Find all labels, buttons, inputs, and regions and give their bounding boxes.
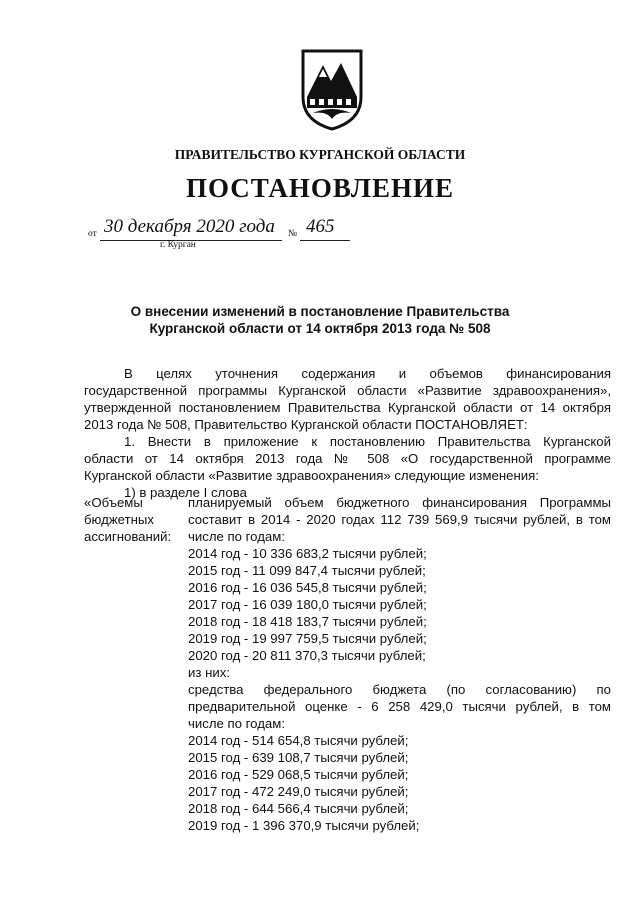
table-value-column: [188, 494, 611, 834]
document-type-title: ПОСТАНОВЛЕНИЕ: [185, 173, 455, 203]
year-federal-line: 2014 год - 514 654,8 тысячи рублей;: [188, 733, 409, 748]
text-line: утвержденной постановлением Правительства Курганской области от 14 октября: [84, 400, 611, 415]
document-heading: [120, 303, 520, 337]
text-line: числе по годам:: [188, 529, 285, 544]
date-prefix: от: [88, 229, 97, 239]
date-number-line: [0, 216, 640, 260]
place-label: г. Курган: [160, 240, 196, 250]
label-line: ассигнований:: [84, 529, 172, 544]
year-total-line: 2020 год - 20 811 370,3 тысячи рублей;: [188, 648, 426, 663]
label-line: бюджетных: [84, 512, 154, 527]
paragraph-preamble: [84, 365, 611, 433]
number-label: №: [288, 229, 298, 239]
year-federal-line: 2016 год - 529 068,5 тысячи рублей;: [188, 767, 409, 782]
year-total-line: 2015 год - 11 099 847,4 тысячи рублей;: [188, 563, 426, 578]
text-line: 2013 года № 508, Правительство Курганской области ПОСТАНОВЛЯЕТ:: [84, 417, 528, 432]
year-federal-line: 2019 год - 1 396 370,9 тысячи рублей;: [188, 818, 420, 833]
heading-line: Курганской области от 14 октября 2013 года № 508: [149, 321, 491, 336]
year-total-line: 2019 год - 19 997 759,5 тысячи рублей;: [188, 631, 427, 646]
number-underline: [300, 240, 350, 241]
text-line: В целях уточнения содержания и объемов финансирования: [124, 366, 611, 381]
text-line: области от 14 октября 2013 года № 508 «О государственной программе: [84, 451, 611, 466]
coat-of-arms-icon: [297, 47, 367, 131]
label-line: «Объемы: [84, 495, 143, 510]
text-line: средства федерального бюджета (по согласованию) по: [188, 682, 611, 697]
government-name: ПРАВИТЕЛЬСТВО КУРГАНСКОЙ ОБЛАСТИ: [174, 147, 466, 162]
year-total-line: 2018 год - 18 418 183,7 тысячи рублей;: [188, 614, 427, 629]
text-line: 1) в разделе I слова: [124, 485, 247, 500]
year-federal-line: 2015 год - 639 108,7 тысячи рублей;: [188, 750, 409, 765]
year-total-line: 2016 год - 16 036 545,8 тысячи рублей;: [188, 580, 427, 595]
year-total-line: 2014 год - 10 336 683,2 тысячи рублей;: [188, 546, 427, 561]
handwritten-date: 30 декабря 2020 года: [104, 216, 275, 237]
text-line: числе по годам:: [188, 716, 285, 731]
text-line: из них:: [188, 665, 230, 680]
text-line: государственной программы Курганской области «Развитие здравоохранения»,: [84, 383, 611, 398]
year-federal-line: 2018 год - 644 566,4 тысячи рублей;: [188, 801, 409, 816]
year-total-line: 2017 год - 16 039 180,0 тысячи рублей;: [188, 597, 427, 612]
text-line: предварительной оценке - 6 258 429,0 тысячи рублей, в том: [188, 699, 611, 714]
text-line: 1. Внести в приложение к постановлению Правительства Курганской: [124, 434, 611, 449]
year-federal-line: 2017 год - 472 249,0 тысячи рублей;: [188, 784, 409, 799]
text-line: составит в 2014 - 2020 годах 112 739 569,9 тысячи рублей, в том: [188, 512, 611, 527]
table-label-column: [84, 494, 184, 545]
text-line: Курганской области «Развитие здравоохранения» следующие изменения:: [84, 468, 539, 483]
text-line: планируемый объем бюджетного финансирования Программы: [188, 495, 611, 510]
handwritten-number: 465: [306, 216, 335, 237]
paragraph-clause-1: [84, 433, 611, 501]
heading-line: О внесении изменений в постановление Правительства: [130, 304, 510, 319]
